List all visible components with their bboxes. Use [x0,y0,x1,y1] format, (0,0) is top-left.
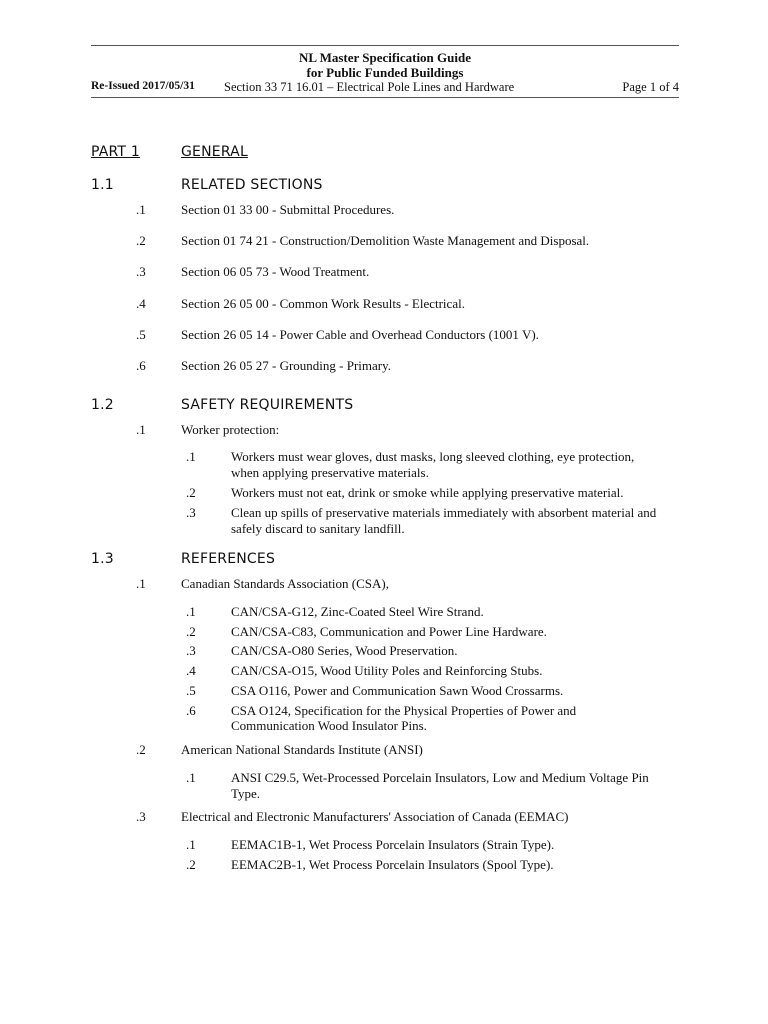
clause-text: Section 26 05 00 - Common Work Results - Electrical. [181,296,465,311]
section-title: Section 33 71 16.01 – Electrical Pole Lines and Hardware [224,80,515,94]
subclause-number: .2 [186,857,196,872]
subclause-text-cont: Type. [231,786,261,801]
subclause-text: EEMAC1B-1, Wet Process Porcelain Insulators (Strain Type). [231,837,555,852]
section-heading: SAFETY REQUIREMENTS [181,397,354,413]
clause-number: .3 [136,809,146,824]
clause-number: .2 [136,742,146,757]
subclause-text-cont: safely discard to sanitary landfill. [231,521,405,536]
subclause-number: .2 [186,485,196,500]
clause-text: Section 06 05 73 - Wood Treatment. [181,264,370,279]
clause-text: American National Standards Institute (ANSI) [181,742,423,757]
subclause-text: CAN/CSA-C83, Communication and Power Line Hardware. [231,624,547,639]
clause-number: .1 [136,202,146,217]
subclause-number: .1 [186,837,196,852]
section-number: 1.2 [91,397,114,413]
clause-number: .6 [136,358,146,373]
subclause-number: .1 [186,604,196,619]
clause-number: .1 [136,422,146,437]
subclause-number: .1 [186,449,196,464]
section-number: 1.3 [91,551,114,567]
subclause-number: .6 [186,703,196,718]
clause-text: Canadian Standards Association (CSA), [181,576,389,591]
subclause-text: CSA O116, Power and Communication Sawn Wood Crossarms. [231,683,564,698]
header-top-rule [91,45,679,46]
clause-number: .5 [136,327,146,342]
subclause-number: .5 [186,683,196,698]
part-number: PART 1 [91,144,140,160]
header-title-line2: for Public Funded Buildings [306,65,464,80]
clause-text: Section 26 05 14 - Power Cable and Overhead Conductors (1001 V). [181,327,539,342]
subclause-number: .4 [186,663,196,678]
subclause-text: EEMAC2B-1, Wet Process Porcelain Insulators (Spool Type). [231,857,554,872]
clause-number: .4 [136,296,146,311]
clause-text: Electrical and Electronic Manufacturers' Association of Canada (EEMAC) [181,809,569,824]
section-heading: REFERENCES [181,551,276,567]
header-bottom-rule [91,97,679,98]
page-number: Page 1 of 4 [622,80,679,94]
subclause-text: CAN/CSA-O80 Series, Wood Preservation. [231,643,458,658]
subclause-text-cont: Communication Wood Insulator Pins. [231,718,427,733]
subclause-number: .3 [186,643,196,658]
subclause-number: .3 [186,505,196,520]
clause-text: Section 01 33 00 - Submittal Procedures. [181,202,395,217]
reissued-date: Re-Issued 2017/05/31 [91,80,195,92]
clause-number: .1 [136,576,146,591]
subclause-text: Clean up spills of preservative materials immediately with absorbent material and [231,505,657,520]
section-heading: RELATED SECTIONS [181,177,323,193]
part-title: GENERAL [181,144,248,160]
clause-number: .3 [136,264,146,279]
subclause-text: Workers must not eat, drink or smoke while applying preservative material. [231,485,624,500]
clause-text: Worker protection: [181,422,280,437]
clause-number: .2 [136,233,146,248]
subclause-text: Workers must wear gloves, dust masks, long sleeved clothing, eye protection, [231,449,635,464]
subclause-text-cont: when applying preservative materials. [231,465,429,480]
subclause-text: CSA O124, Specification for the Physical Properties of Power and [231,703,577,718]
subclause-number: .2 [186,624,196,639]
subclause-number: .1 [186,770,196,785]
subclause-text: CAN/CSA-G12, Zinc-Coated Steel Wire Strand. [231,604,484,619]
clause-text: Section 26 05 27 - Grounding - Primary. [181,358,392,373]
subclause-text: ANSI C29.5, Wet-Processed Porcelain Insulators, Low and Medium Voltage Pin [231,770,649,785]
section-number: 1.1 [91,177,114,193]
header-title-line1: NL Master Specification Guide [298,50,471,65]
subclause-text: CAN/CSA-O15, Wood Utility Poles and Reinforcing Stubs. [231,663,543,678]
clause-text: Section 01 74 21 - Construction/Demolition Waste Management and Disposal. [181,233,590,248]
